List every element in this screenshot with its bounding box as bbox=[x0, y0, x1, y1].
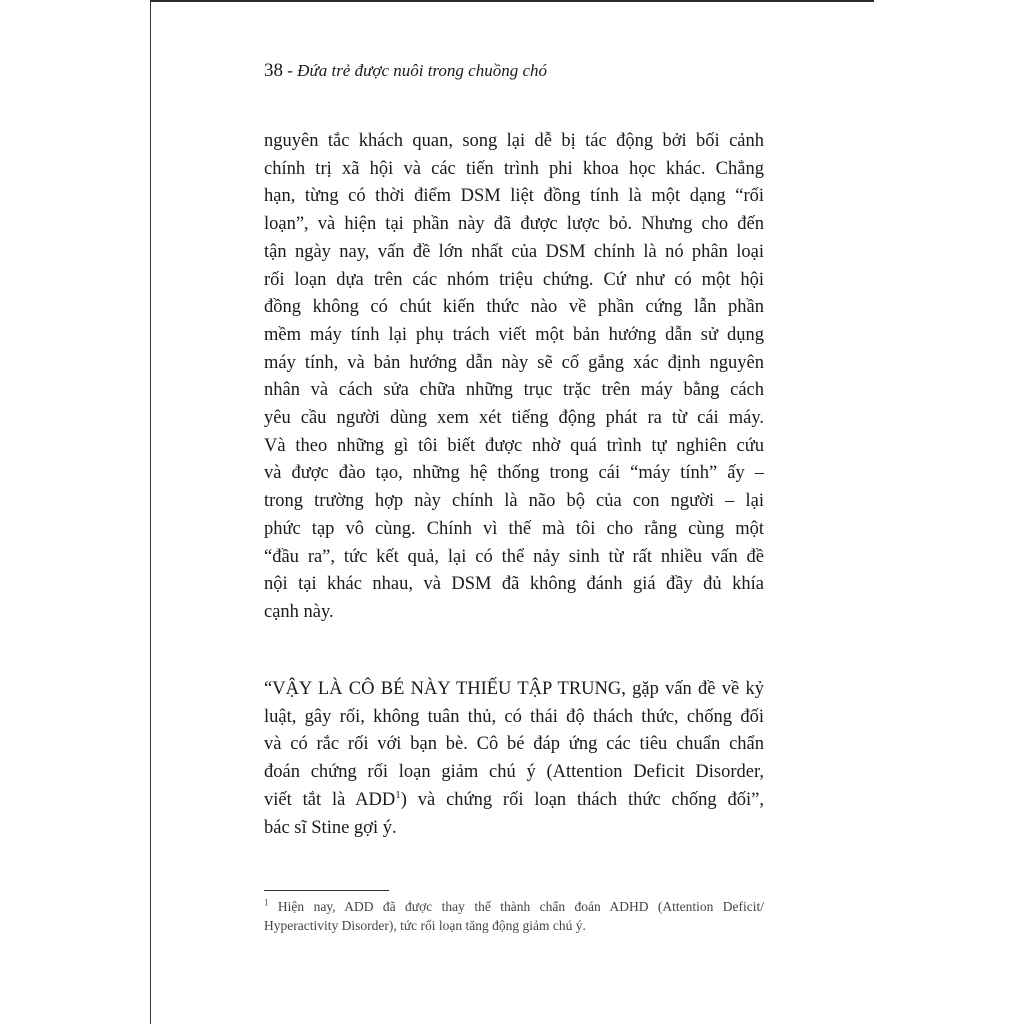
paragraph-two bbox=[264, 676, 764, 842]
footnote-divider bbox=[264, 890, 389, 891]
text-line: hạn, từng có thời điểm DSM liệt đồng tính là một dạng “rối bbox=[264, 186, 764, 207]
text-line: và có rắc rối với bạn bè. Cô bé đáp ứng các tiêu chuẩn chẩn bbox=[264, 734, 764, 755]
footnote-line: Hyperactivity Disorder), tức rối loạn tăng động giảm chú ý. bbox=[264, 918, 586, 933]
text-line: trong trường hợp này chính là não bộ của con người – lại bbox=[264, 491, 764, 512]
text-line-with-footnote bbox=[264, 787, 764, 815]
text-line: máy tính, và bản hướng dẫn này sẽ cố gắng xác định nguyên bbox=[264, 352, 764, 373]
text-line: và được đào tạo, những hệ thống trong cái “máy tính” ấy – bbox=[264, 463, 764, 484]
text-line: nguyên tắc khách quan, song lại dễ bị tác động bởi bối cảnh bbox=[264, 131, 764, 151]
text-line: loạn”, và hiện tại phần này đã được lược bỏ. Nhưng cho đến bbox=[264, 214, 764, 235]
text-fragment: ) và chứng rối loạn thách thức chống đối”, bbox=[400, 789, 764, 810]
footnote-marker: 1 bbox=[264, 897, 269, 908]
text-line: cạnh này. bbox=[264, 601, 334, 622]
page-top-edge bbox=[150, 0, 874, 2]
text-line: đoán chứng rối loạn giảm chú ý (Attention Deficit Disorder, bbox=[264, 762, 764, 783]
text-line: tận ngày nay, vấn đề lớn nhất của DSM chính là nó phân loại bbox=[264, 241, 764, 262]
paragraph-one bbox=[264, 128, 764, 627]
running-head bbox=[264, 60, 547, 82]
text-line: mềm máy tính lại phụ trách viết một bản hướng dẫn sử dụng bbox=[264, 324, 764, 345]
footnote-text: Hiện nay, ADD đã được thay thế thành chẩn đoán ADHD (Attention Deficit/ bbox=[268, 899, 764, 914]
text-line: “đầu ra”, tức kết quả, lại có thể nảy sinh từ rất nhiều vấn đề bbox=[264, 546, 764, 567]
page-number: 38 bbox=[264, 60, 283, 81]
footnote-line bbox=[264, 897, 764, 916]
text-line: đồng không có chút kiến thức nào về phần cứng lẫn phần bbox=[264, 297, 764, 318]
text-line: Và theo những gì tôi biết được nhờ quá trình tự nghiên cứu bbox=[264, 435, 764, 456]
text-line: yêu cầu người dùng xem xét tiếng động phát ra từ cái máy. bbox=[264, 408, 764, 429]
text-line: nhân và cách sửa chữa những trục trặc trên máy bằng cách bbox=[264, 380, 764, 401]
text-line: luật, gây rối, không tuân thủ, có thái độ thách thức, chống đối bbox=[264, 706, 764, 727]
text-line: phức tạp vô cùng. Chính vì thế mà tôi cho rằng cùng một bbox=[264, 518, 764, 539]
text-line: rối loạn dựa trên các nhóm triệu chứng. Cứ như có một hội bbox=[264, 269, 764, 290]
page-left-edge bbox=[150, 0, 151, 1024]
footnote bbox=[264, 897, 764, 935]
text-line: bác sĩ Stine gợi ý. bbox=[264, 817, 397, 838]
header-separator: - bbox=[283, 61, 298, 80]
text-fragment: viết tắt là ADD bbox=[264, 789, 396, 810]
text-line: chính trị xã hội và các tiến trình phi khoa học khác. Chẳng bbox=[264, 158, 764, 179]
text-line: “VẬY LÀ CÔ BÉ NÀY THIẾU TẬP TRUNG, gặp vấn đề về kỷ bbox=[264, 679, 764, 699]
text-line: nội tại khác nhau, và DSM đã không đánh giá đầy đủ khía bbox=[264, 574, 764, 595]
book-title: Đứa trẻ được nuôi trong chuồng chó bbox=[297, 61, 548, 80]
footnote-reference: 1 bbox=[395, 788, 401, 801]
